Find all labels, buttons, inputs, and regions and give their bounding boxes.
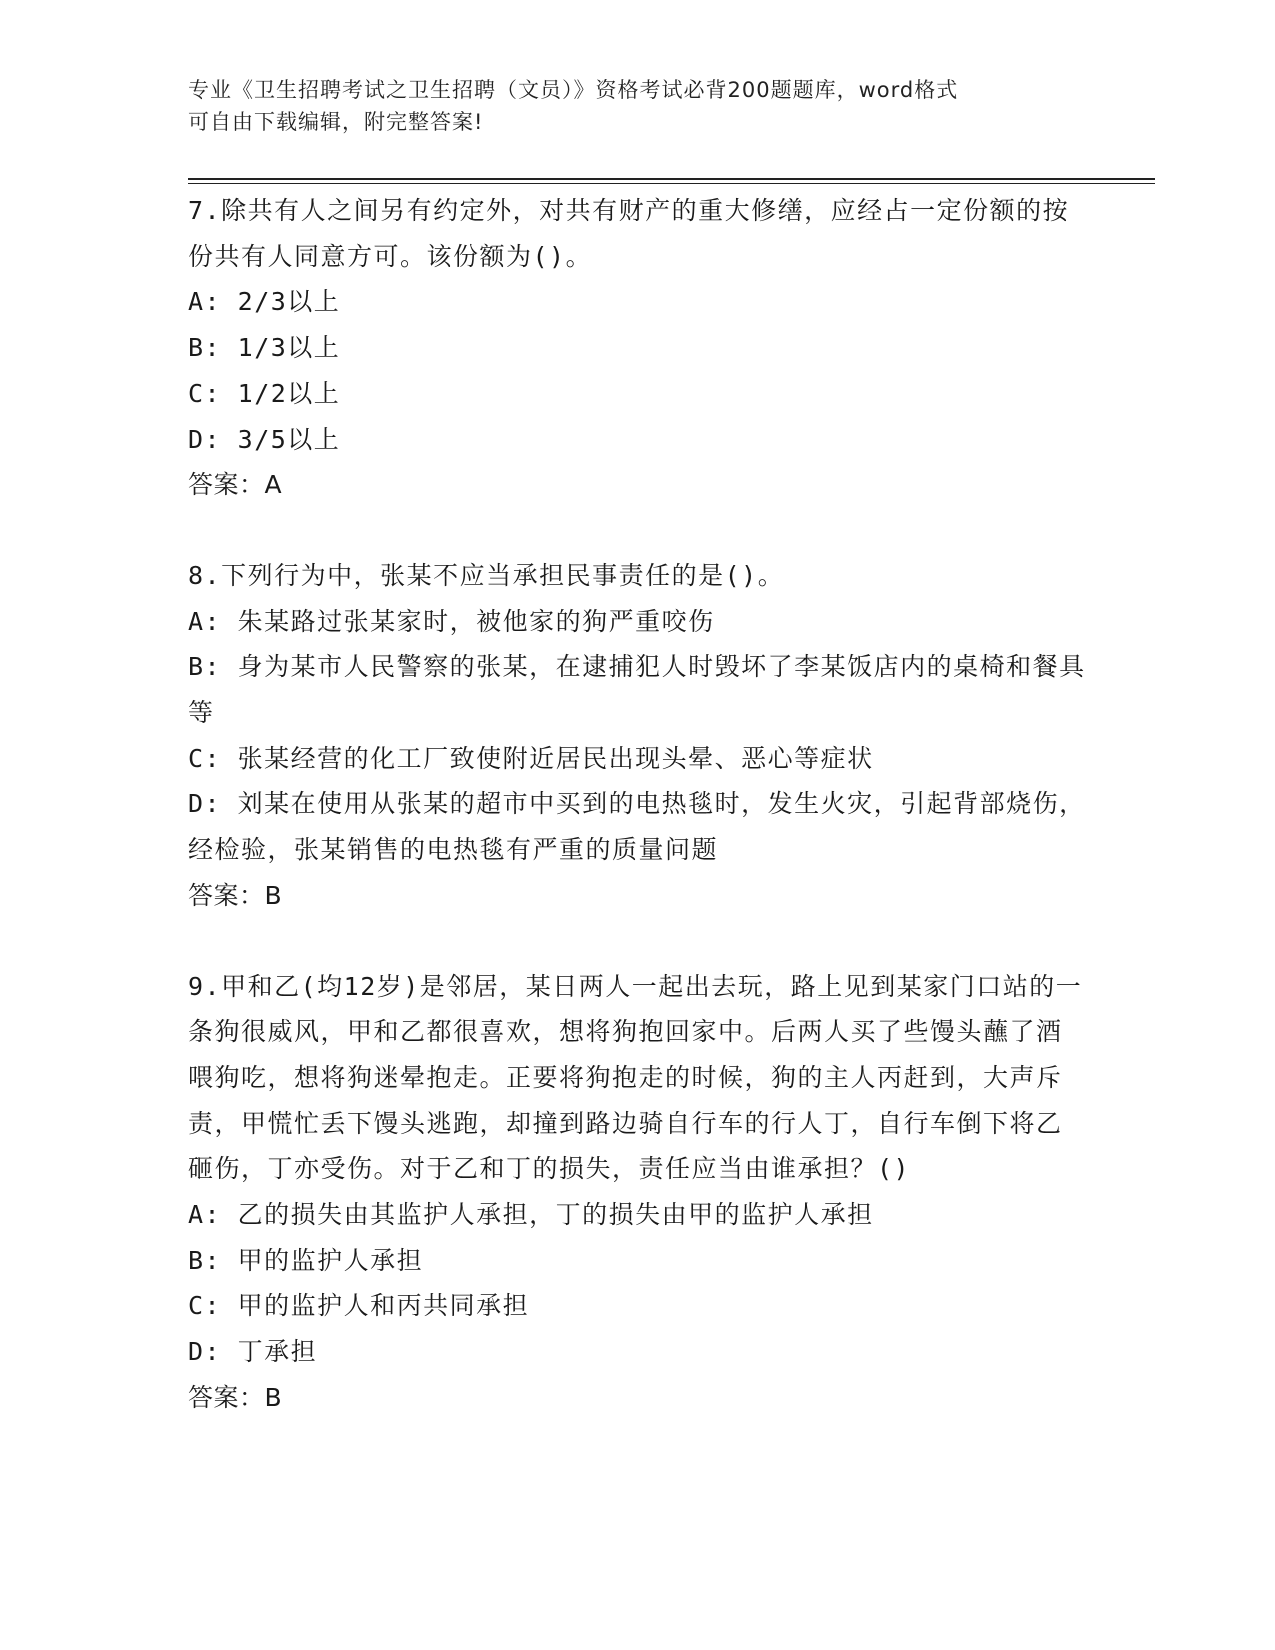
question-stem: 9.甲和乙(均12岁)是邻居，某日两人一起出去玩，路上见到某家门口站的一条狗很威风，甲和乙都很喜欢，想将狗抱回家中。后两人买了些馒头蘸了酒喂狗吃，想将狗迷晕抱走。正要将狗抱走的时候，狗的主人丙赶到，大声斥责，甲慌忙丢下馒头逃跑，却撞到路边骑自行车的行人丁，自行车倒下将乙砸伤，丁亦受伤。对于乙和丁的损失，责任应当由谁承担？() — [188, 971, 1083, 1184]
header-divider-thick — [188, 178, 1155, 180]
option-b: B: 身为某市人民警察的张某，在逮捕犯人时毁坏了李某饭店内的桌椅和餐具等 — [188, 652, 1086, 728]
question-8 — [188, 553, 1088, 919]
option-c: C: 甲的监护人和丙共同承担 — [188, 1291, 530, 1321]
question-7 — [188, 188, 1088, 508]
option-d: D: 丁承担 — [188, 1337, 318, 1367]
header-line-2: 可自由下载编辑，附完整答案! — [188, 110, 484, 134]
header-divider-thin — [188, 183, 1155, 184]
answer: 答案：B — [188, 1382, 283, 1412]
header-line-1: 专业《卫生招聘考试之卫生招聘（文员）》资格考试必背200题题库，word格式 — [188, 78, 959, 102]
answer: 答案：B — [188, 880, 283, 910]
option-b: B: 1/3以上 — [188, 333, 341, 363]
question-list — [188, 188, 1088, 1421]
option-d: D: 刘某在使用从张某的超市中买到的电热毯时，发生火灾，引起背部烧伤，经检验，张某销售的电热毯有严重的质量问题 — [188, 789, 1086, 865]
option-c: C: 张某经营的化工厂致使附近居民出现头晕、恶心等症状 — [188, 743, 874, 773]
option-a: A: 2/3以上 — [188, 287, 341, 317]
question-stem: 7.除共有人之间另有约定外，对共有财产的重大修缮，应经占一定份额的按份共有人同意方可。该份额为()。 — [188, 196, 1070, 271]
option-c: C: 1/2以上 — [188, 378, 341, 408]
document-header — [188, 74, 1068, 138]
option-a: A: 乙的损失由其监护人承担，丁的损失由甲的监护人承担 — [188, 1200, 874, 1230]
option-b: B: 甲的监护人承担 — [188, 1245, 424, 1275]
question-stem: 8.下列行为中，张某不应当承担民事责任的是()。 — [188, 560, 785, 590]
question-9 — [188, 964, 1088, 1421]
option-a: A: 朱某路过张某家时，被他家的狗严重咬伤 — [188, 606, 715, 636]
answer: 答案：A — [188, 470, 283, 500]
option-d: D: 3/5以上 — [188, 424, 341, 454]
